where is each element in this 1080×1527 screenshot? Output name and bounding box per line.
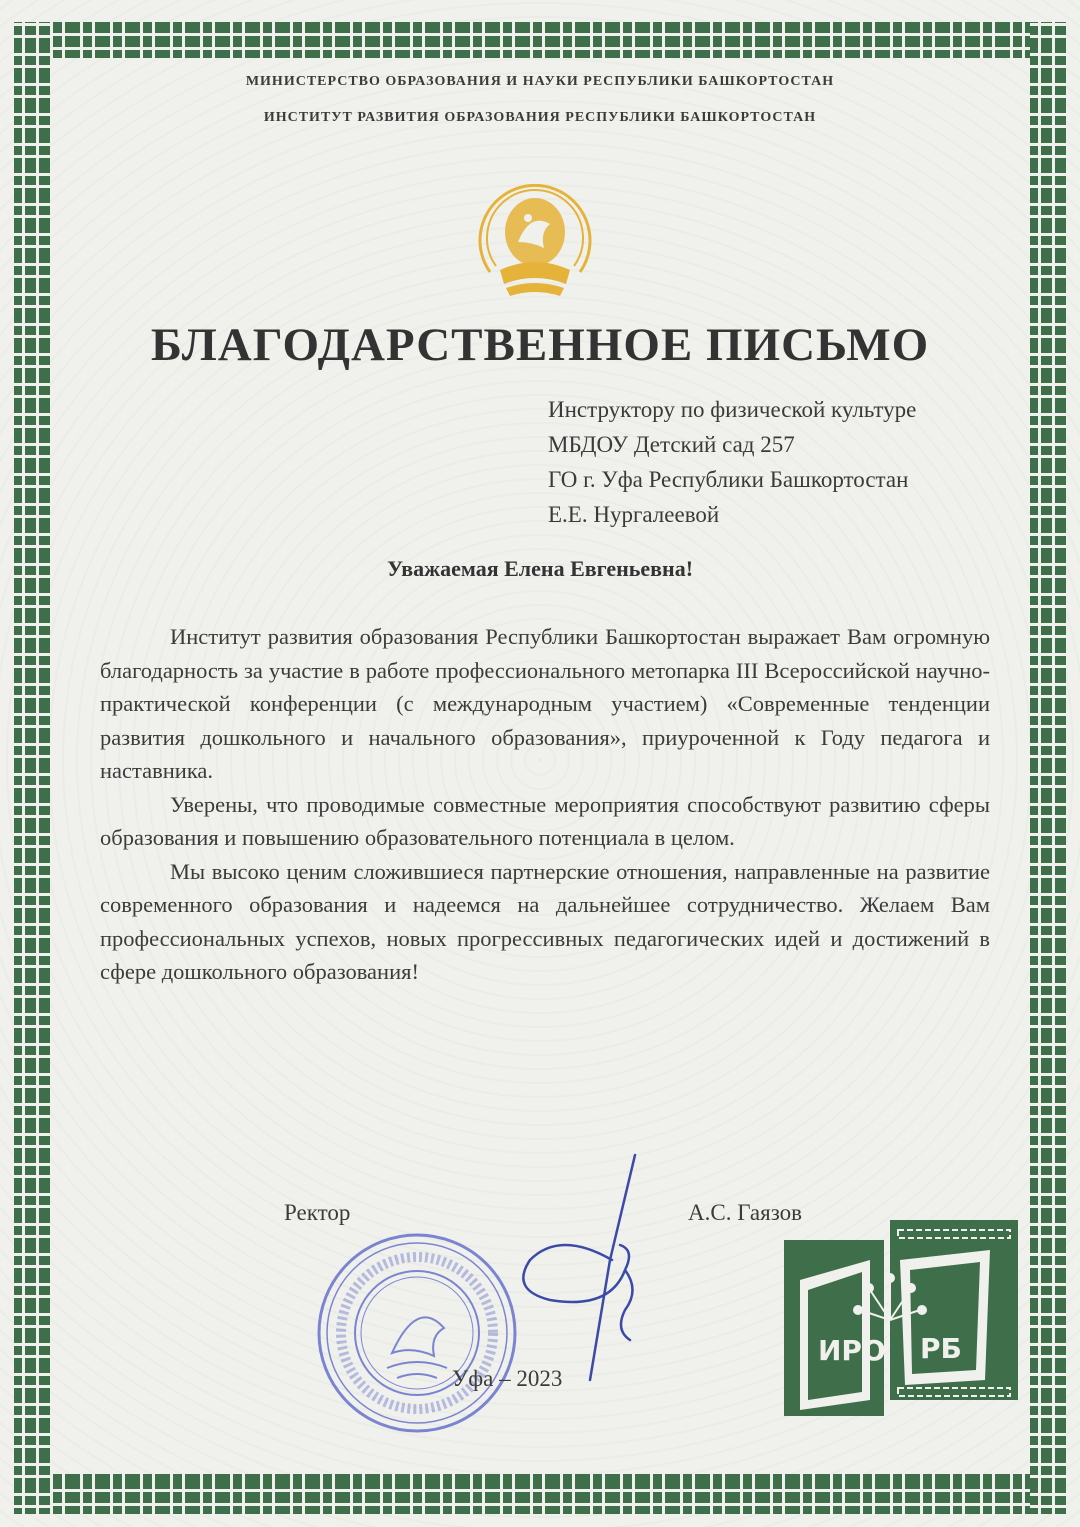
addressee-organization: МБДОУ Детский сад 257	[548, 432, 795, 457]
addressee-region: ГО г. Уфа Республики Башкортостан	[548, 467, 909, 492]
addressee-name: Е.Е. Нургалеевой	[548, 502, 720, 527]
bashkortostan-emblem-icon	[460, 162, 610, 298]
official-stamp-icon	[312, 1228, 522, 1438]
ministry-header: МИНИСТЕРСТВО ОБРАЗОВАНИЯ И НАУКИ РЕСПУБЛИКИ БАШКОРТОСТАН	[245, 74, 835, 89]
body-paragraph-1: Институт развития образования Республики Башкортостан выражает Вам огромную благодарность за участие в работе профессионального метопарка III Всероссийской научно-практической конференции (с международным участием) «Современные тенденции развития дошкольного и начального образования», приуроченной к Году педагога и наставника.	[100, 624, 990, 783]
institute-header: ИНСТИТУТ РАЗВИТИЯ ОБРАЗОВАНИЯ РЕСПУБЛИКИ БАШКОРТОСТАН	[263, 110, 817, 125]
addressee-block	[548, 392, 1018, 532]
svg-text:РБ: РБ	[920, 1332, 962, 1365]
body-paragraph-3: Мы высоко ценим сложившиеся партнерские отношения, направленные на развитие современного образования и надеемся на дальнейшее сотрудничество. Желаем Вам профессиональных успехов, новых прогрессивных педагогических идей и достижений в сфере дошкольного образования!	[100, 858, 990, 984]
iro-rb-logo-icon	[780, 1220, 1020, 1420]
signatory-name: А.С. Гаязов	[688, 1200, 803, 1225]
place-and-year: Уфа – 2023	[452, 1366, 563, 1391]
handwritten-signature	[500, 1150, 680, 1390]
ornament-border-bottom	[14, 1474, 1066, 1514]
addressee-position: Инструктору по физической культуре	[548, 397, 917, 422]
body-paragraph-2: Уверены, что проводимые совместные мероприятия способствуют развитию сферы образования и повышению образовательного потенциала в целом.	[100, 791, 990, 850]
signatory-position: Ректор	[284, 1200, 351, 1225]
letter-body	[100, 620, 990, 989]
svg-text:ИРО: ИРО	[818, 1334, 886, 1367]
greeting: Уважаемая Елена Евгеньевна!	[386, 556, 694, 581]
ornament-border-top	[14, 22, 1066, 58]
ornament-border-right	[1030, 22, 1066, 1514]
document-title: БЛАГОДАРСТВЕННОЕ ПИСЬМО	[150, 319, 930, 371]
ornament-border-left	[14, 22, 50, 1514]
